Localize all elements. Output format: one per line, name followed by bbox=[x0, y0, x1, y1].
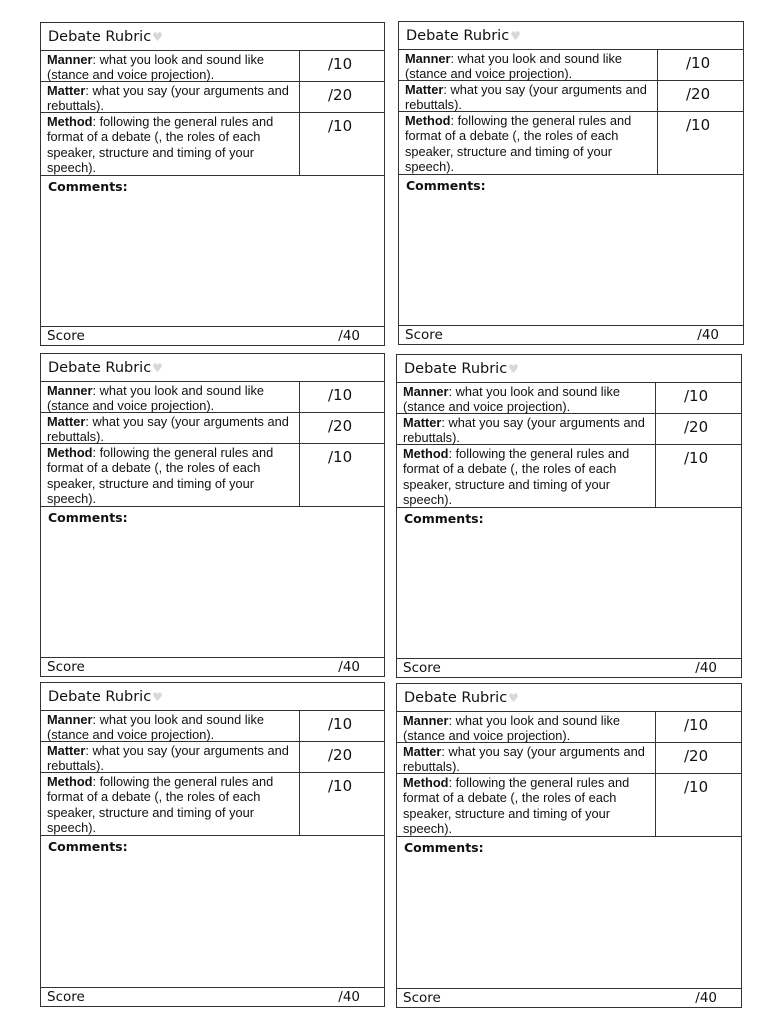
rubric-title: Debate Rubric bbox=[48, 688, 152, 705]
criterion-text: : following the general rules and format of a debate (, the roles of each speaker, structure and timing of your speech). bbox=[47, 774, 274, 835]
score-label: Score bbox=[403, 660, 441, 676]
rubric-title: Debate Rubric bbox=[404, 360, 508, 377]
criterion-name: Manner bbox=[47, 712, 93, 727]
score-total: /40 bbox=[338, 659, 360, 675]
criterion-points: /10 bbox=[328, 55, 353, 73]
criterion-name: Method bbox=[403, 775, 449, 790]
criterion-name: Matter bbox=[47, 83, 86, 98]
score-label: Score bbox=[47, 328, 85, 344]
heart-icon: ♥ bbox=[152, 29, 163, 44]
criterion-points: /10 bbox=[686, 116, 711, 134]
criterion-text: : what you say (your arguments and rebuttals). bbox=[403, 415, 645, 446]
criterion-row-matter bbox=[41, 413, 384, 444]
criterion-points: /20 bbox=[684, 418, 709, 436]
criterion-row-method bbox=[41, 113, 384, 176]
criterion-description bbox=[41, 742, 300, 772]
comments-label: Comments: bbox=[404, 511, 484, 526]
criterion-row-matter bbox=[397, 414, 741, 445]
criterion-description bbox=[397, 445, 656, 507]
heart-icon: ♥ bbox=[152, 360, 163, 375]
criterion-text: : what you say (your arguments and rebuttals). bbox=[403, 744, 645, 775]
criterion-name: Manner bbox=[403, 384, 449, 399]
criterion-row-matter bbox=[41, 82, 384, 113]
score-label: Score bbox=[403, 990, 441, 1006]
score-total: /40 bbox=[338, 328, 360, 344]
rubric-title: Debate Rubric bbox=[48, 28, 152, 45]
criterion-description bbox=[41, 82, 300, 112]
criterion-text: : following the general rules and format of a debate (, the roles of each speaker, structure and timing of your speech). bbox=[47, 445, 274, 506]
score-total: /40 bbox=[695, 660, 717, 676]
rubric-title: Debate Rubric bbox=[404, 689, 508, 706]
criterion-name: Matter bbox=[405, 82, 444, 97]
criterion-points: /10 bbox=[684, 778, 709, 796]
criterion-description bbox=[41, 382, 300, 412]
criterion-text: : what you look and sound like (stance and voice projection). bbox=[47, 383, 264, 414]
criterion-points: /20 bbox=[328, 86, 353, 104]
criterion-description bbox=[399, 112, 658, 174]
criterion-description bbox=[41, 773, 300, 835]
criterion-description bbox=[41, 413, 300, 443]
criterion-description bbox=[397, 712, 656, 742]
criterion-description bbox=[397, 414, 656, 444]
criterion-name: Manner bbox=[405, 51, 451, 66]
rubric-title-row bbox=[397, 355, 741, 383]
criterion-name: Matter bbox=[47, 743, 86, 758]
criterion-name: Matter bbox=[403, 415, 442, 430]
criterion-text: : what you say (your arguments and rebuttals). bbox=[405, 82, 647, 113]
criterion-text: : following the general rules and format of a debate (, the roles of each speaker, structure and timing of your speech). bbox=[405, 113, 632, 174]
rubric-card bbox=[396, 683, 742, 1008]
criterion-points: /10 bbox=[328, 448, 353, 466]
criterion-row-manner bbox=[399, 50, 743, 81]
rubric-title: Debate Rubric bbox=[406, 27, 510, 44]
criterion-text: : following the general rules and format of a debate (, the roles of each speaker, structure and timing of your speech). bbox=[403, 446, 630, 507]
rubric-title-row bbox=[41, 354, 384, 382]
criterion-row-matter bbox=[41, 742, 384, 773]
criterion-text: : what you look and sound like (stance and voice projection). bbox=[47, 52, 264, 83]
score-row bbox=[399, 325, 743, 344]
score-total: /40 bbox=[338, 989, 360, 1005]
criterion-text: : what you look and sound like (stance and voice projection). bbox=[403, 713, 620, 744]
criterion-name: Method bbox=[47, 445, 93, 460]
criterion-name: Manner bbox=[47, 52, 93, 67]
criterion-row-manner bbox=[397, 712, 741, 743]
criterion-description bbox=[41, 444, 300, 506]
score-total: /40 bbox=[695, 990, 717, 1006]
criterion-name: Manner bbox=[47, 383, 93, 398]
rubric-title: Debate Rubric bbox=[48, 359, 152, 376]
criterion-description bbox=[399, 50, 658, 80]
criterion-row-method bbox=[397, 445, 741, 508]
criterion-description bbox=[41, 51, 300, 81]
rubric-card bbox=[398, 21, 744, 345]
criterion-text: : what you look and sound like (stance and voice projection). bbox=[403, 384, 620, 415]
criterion-points: /20 bbox=[328, 417, 353, 435]
criterion-text: : what you say (your arguments and rebuttals). bbox=[47, 743, 289, 774]
heart-icon: ♥ bbox=[508, 690, 519, 705]
criterion-points: /10 bbox=[684, 387, 709, 405]
criterion-text: : what you say (your arguments and rebuttals). bbox=[47, 414, 289, 445]
score-label: Score bbox=[405, 327, 443, 343]
criterion-row-manner bbox=[397, 383, 741, 414]
criterion-points: /10 bbox=[686, 54, 711, 72]
criterion-row-method bbox=[397, 774, 741, 837]
score-row bbox=[397, 988, 741, 1007]
criterion-points: /10 bbox=[328, 715, 353, 733]
comments-label: Comments: bbox=[404, 840, 484, 855]
criterion-row-matter bbox=[397, 743, 741, 774]
criterion-description bbox=[41, 711, 300, 741]
criterion-points: /10 bbox=[684, 716, 709, 734]
criterion-name: Manner bbox=[403, 713, 449, 728]
criterion-points: /20 bbox=[328, 746, 353, 764]
heart-icon: ♥ bbox=[510, 28, 521, 43]
criterion-points: /10 bbox=[328, 117, 353, 135]
criterion-points: /10 bbox=[328, 777, 353, 795]
heart-icon: ♥ bbox=[508, 361, 519, 376]
score-label: Score bbox=[47, 659, 85, 675]
criterion-name: Method bbox=[403, 446, 449, 461]
criterion-row-manner bbox=[41, 711, 384, 742]
criterion-name: Method bbox=[405, 113, 451, 128]
score-row bbox=[41, 657, 384, 676]
criterion-description bbox=[397, 774, 656, 836]
criterion-row-method bbox=[41, 444, 384, 507]
heart-icon: ♥ bbox=[152, 689, 163, 704]
criterion-points: /10 bbox=[684, 449, 709, 467]
rubric-title-row bbox=[41, 23, 384, 51]
comments-label: Comments: bbox=[406, 178, 486, 193]
criterion-row-manner bbox=[41, 51, 384, 82]
score-row bbox=[41, 987, 384, 1006]
criterion-text: : what you look and sound like (stance and voice projection). bbox=[47, 712, 264, 743]
comments-label: Comments: bbox=[48, 510, 128, 525]
rubric-card bbox=[40, 22, 385, 346]
rubric-card bbox=[40, 353, 385, 677]
rubric-title-row bbox=[397, 684, 741, 712]
criterion-row-method bbox=[399, 112, 743, 175]
score-label: Score bbox=[47, 989, 85, 1005]
criterion-text: : following the general rules and format of a debate (, the roles of each speaker, structure and timing of your speech). bbox=[403, 775, 630, 836]
criterion-name: Matter bbox=[47, 414, 86, 429]
criterion-row-method bbox=[41, 773, 384, 836]
criterion-points: /20 bbox=[684, 747, 709, 765]
score-row bbox=[41, 326, 384, 345]
criterion-text: : following the general rules and format of a debate (, the roles of each speaker, structure and timing of your speech). bbox=[47, 114, 274, 175]
criterion-name: Matter bbox=[403, 744, 442, 759]
criterion-row-manner bbox=[41, 382, 384, 413]
comments-label: Comments: bbox=[48, 839, 128, 854]
rubric-card bbox=[396, 354, 742, 678]
score-row bbox=[397, 658, 741, 677]
criterion-row-matter bbox=[399, 81, 743, 112]
rubric-title-row bbox=[41, 683, 384, 711]
criterion-text: : what you say (your arguments and rebuttals). bbox=[47, 83, 289, 114]
criterion-text: : what you look and sound like (stance and voice projection). bbox=[405, 51, 622, 82]
criterion-points: /20 bbox=[686, 85, 711, 103]
criterion-points: /10 bbox=[328, 386, 353, 404]
criterion-description bbox=[397, 383, 656, 413]
rubric-title-row bbox=[399, 22, 743, 50]
rubric-card bbox=[40, 682, 385, 1007]
criterion-description bbox=[399, 81, 658, 111]
comments-label: Comments: bbox=[48, 179, 128, 194]
criterion-name: Method bbox=[47, 774, 93, 789]
criterion-name: Method bbox=[47, 114, 93, 129]
criterion-description bbox=[41, 113, 300, 175]
criterion-description bbox=[397, 743, 656, 773]
score-total: /40 bbox=[697, 327, 719, 343]
